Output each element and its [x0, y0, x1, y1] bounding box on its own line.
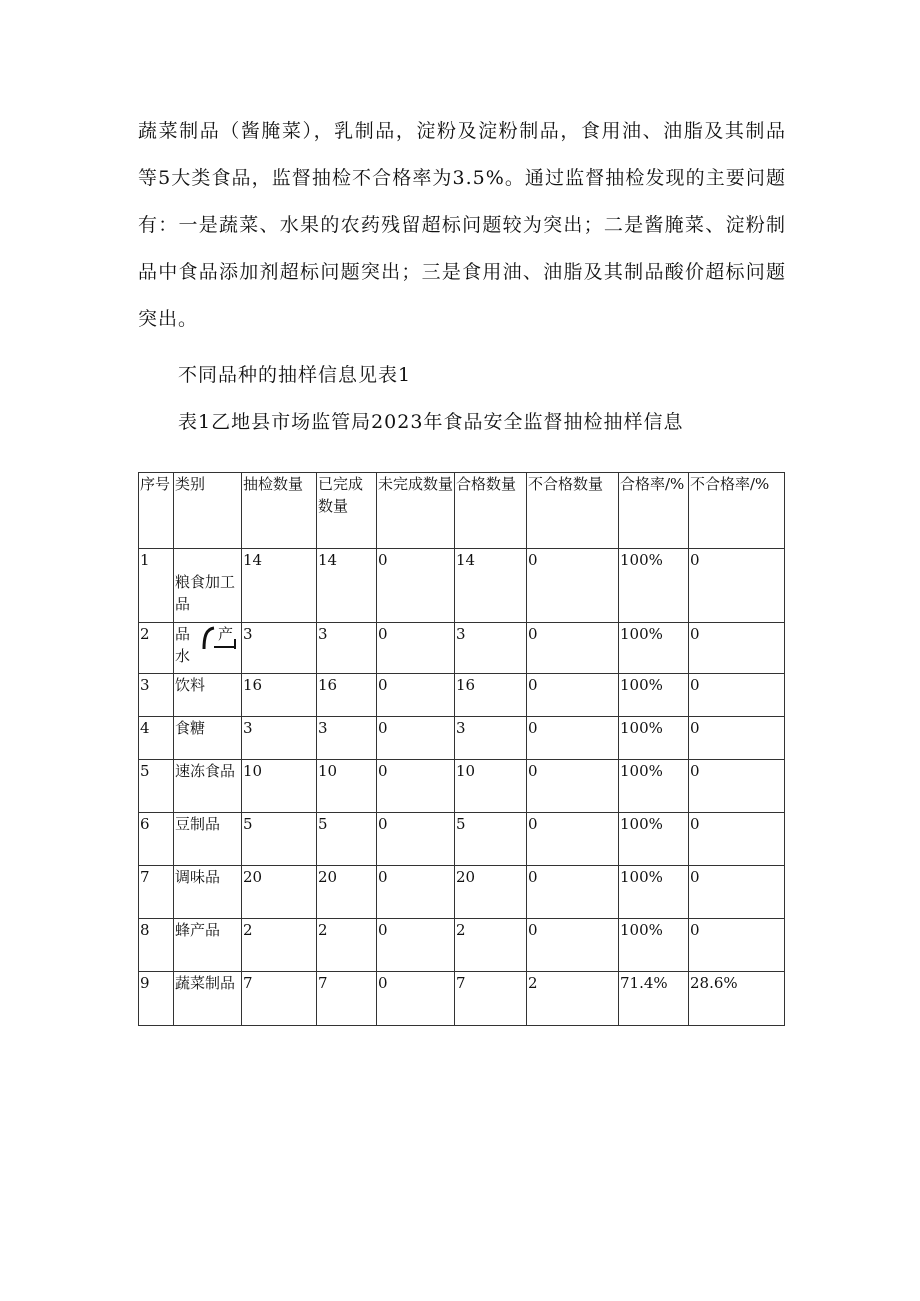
table-cell: 0 [689, 549, 785, 623]
table-cell: 3 [317, 623, 377, 674]
table-cell: 100% [619, 866, 689, 919]
table-cell: 20 [242, 866, 317, 919]
table-row [139, 717, 785, 760]
table-cell: 0 [377, 623, 455, 674]
table-cell: 0 [527, 549, 619, 623]
table-cell: 0 [527, 623, 619, 674]
table-cell: 0 [527, 674, 619, 717]
table-cell: 食糖 [174, 717, 242, 760]
table-cell: 7 [455, 972, 527, 1026]
table-cell: 14 [317, 549, 377, 623]
category-text: 品水 [175, 625, 191, 665]
table-cell: 5 [242, 813, 317, 866]
table-cell: 0 [377, 972, 455, 1026]
table-cell: 速冻食品 [174, 760, 242, 813]
table-cell: 16 [242, 674, 317, 717]
table-cell: 蜂产品 [174, 919, 242, 972]
table-cell: 100% [619, 760, 689, 813]
table-cell: 调味品 [174, 866, 242, 919]
table-cell: 100% [619, 549, 689, 623]
table-cell: 14 [455, 549, 527, 623]
table-row [139, 813, 785, 866]
table-cell: 7 [317, 972, 377, 1026]
table-row [139, 866, 785, 919]
header-cell: 序号 [139, 473, 174, 549]
table-cell: 100% [619, 717, 689, 760]
table-cell: 0 [377, 549, 455, 623]
table-cell: 16 [317, 674, 377, 717]
table-cell: 0 [527, 866, 619, 919]
table-cell: 1 [139, 549, 174, 623]
table-cell: 8 [139, 919, 174, 972]
table-cell: 10 [317, 760, 377, 813]
table-row [139, 623, 785, 674]
table-cell: 100% [619, 674, 689, 717]
table-cell [174, 623, 242, 674]
sampling-info-table [138, 472, 785, 1026]
header-cell: 不合格率/% [689, 473, 785, 549]
table-cell: 0 [377, 919, 455, 972]
header-cell: 类别 [174, 473, 242, 549]
table-cell: 粮食加工品 [174, 549, 242, 623]
table-cell: 0 [377, 674, 455, 717]
table-cell: 0 [689, 866, 785, 919]
header-cell: 未完成数量 [377, 473, 455, 549]
table-cell: 100% [619, 919, 689, 972]
table-cell: 5 [455, 813, 527, 866]
table-cell: 0 [689, 717, 785, 760]
table-cell: 3 [242, 623, 317, 674]
table-cell: 0 [377, 717, 455, 760]
header-cell: 抽检数量 [242, 473, 317, 549]
table-cell: 3 [139, 674, 174, 717]
table-cell: 7 [139, 866, 174, 919]
overlay-char: 产 [218, 625, 234, 643]
table-cell: 2 [317, 919, 377, 972]
table-row [139, 972, 785, 1026]
table-cell: 饮料 [174, 674, 242, 717]
header-cell: 不合格数量 [527, 473, 619, 549]
table-cell: 2 [527, 972, 619, 1026]
table-cell: 0 [689, 919, 785, 972]
table-cell: 0 [689, 813, 785, 866]
table-cell: 28.6% [689, 972, 785, 1026]
table-cell: 0 [689, 623, 785, 674]
table-cell: 2 [139, 623, 174, 674]
table-cell: 蔬菜制品 [174, 972, 242, 1026]
table-cell: 10 [242, 760, 317, 813]
table-cell: 0 [377, 760, 455, 813]
table-cell: 20 [455, 866, 527, 919]
table-cell: 3 [317, 717, 377, 760]
table-cell: 2 [242, 919, 317, 972]
table-cell: 100% [619, 623, 689, 674]
table-cell: 14 [242, 549, 317, 623]
table-cell: 5 [317, 813, 377, 866]
table-header-row [139, 473, 785, 549]
table-cell: 0 [527, 919, 619, 972]
table-cell: 16 [455, 674, 527, 717]
table-reference-text: 不同品种的抽样信息见表1 [178, 364, 412, 386]
table-row [139, 760, 785, 813]
body-paragraph: 蔬菜制品（酱腌菜），乳制品，淀粉及淀粉制品，食用油、油脂及其制品等5大类食品，监督抽检不合格率为3.5%。通过监督抽检发现的主要问题有：一是蔬菜、水果的农药残留超标问题较为突出；二是酱腌菜、淀粉制品中食品添加剂超标问题突出；三是食用油、油脂及其制品酸价超标问题突出。 [138, 120, 786, 330]
table-cell: 9 [139, 972, 174, 1026]
header-cell: 合格数量 [455, 473, 527, 549]
table-cell: 3 [455, 623, 527, 674]
table-cell: 3 [455, 717, 527, 760]
table-cell: 0 [527, 717, 619, 760]
table-cell: 豆制品 [174, 813, 242, 866]
table-row [139, 674, 785, 717]
table-row [139, 919, 785, 972]
table-cell: 0 [527, 760, 619, 813]
table-cell: 7 [242, 972, 317, 1026]
table-cell: 4 [139, 717, 174, 760]
table-cell: 6 [139, 813, 174, 866]
table-cell: 0 [377, 866, 455, 919]
table-cell: 71.4% [619, 972, 689, 1026]
table-cell: 0 [377, 813, 455, 866]
table-cell: 5 [139, 760, 174, 813]
table-caption: 表1乙地县市场监管局2023年食品安全监督抽检抽样信息 [178, 411, 684, 433]
header-cell: 已完成数量 [317, 473, 377, 549]
table-cell: 3 [242, 717, 317, 760]
table-cell: 10 [455, 760, 527, 813]
table-cell: 0 [527, 813, 619, 866]
table-cell: 100% [619, 813, 689, 866]
table-cell: 0 [689, 674, 785, 717]
table-cell: 0 [689, 760, 785, 813]
table-row [139, 549, 785, 623]
header-cell: 合格率/% [619, 473, 689, 549]
table-cell: 2 [455, 919, 527, 972]
table-cell: 20 [317, 866, 377, 919]
